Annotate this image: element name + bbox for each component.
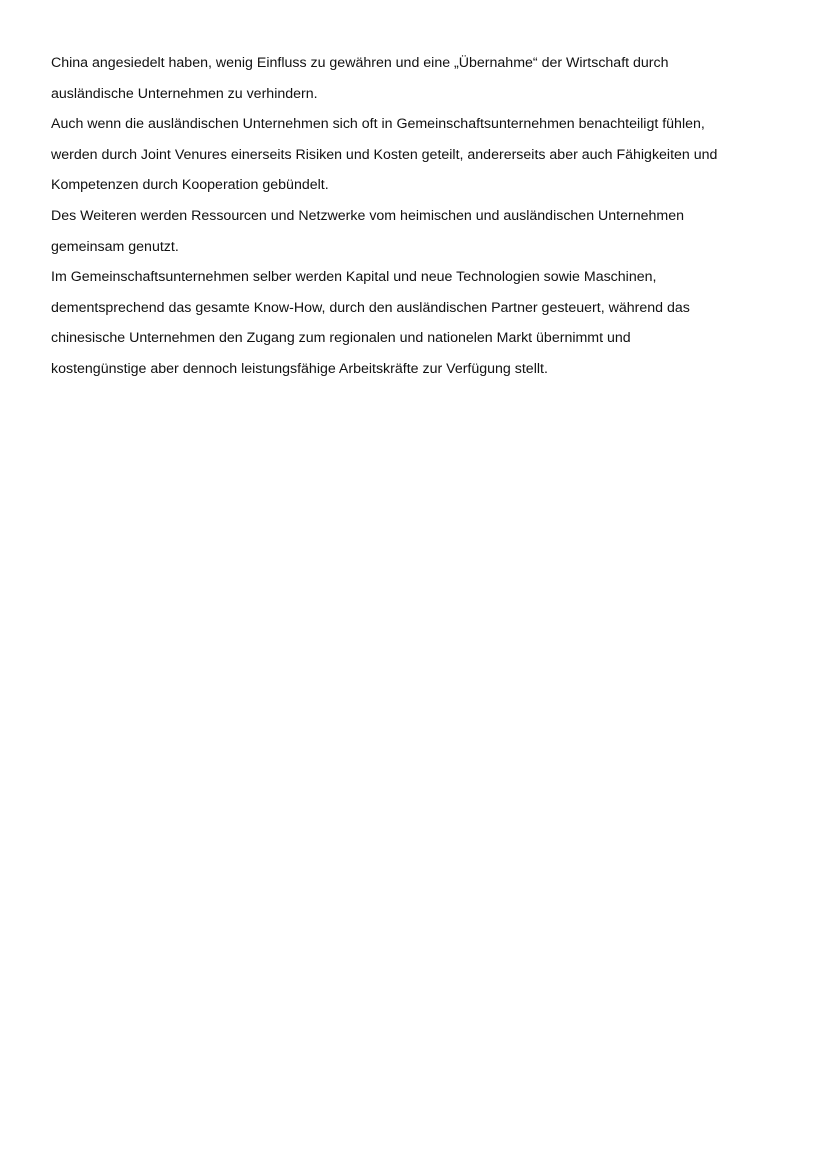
text-line: Im Gemeinschaftsunternehmen selber werden Kapital und neue Technologien sowie Maschinen, — [51, 269, 657, 286]
text-line: chinesische Unternehmen den Zugang zum regionalen und nationelen Markt übernimmt und — [51, 330, 631, 347]
text-line: China angesiedelt haben, wenig Einfluss zu gewähren und eine „Übernahme“ der Wirtschaft durch — [51, 55, 669, 71]
text-line: kostengünstige aber dennoch leistungsfähige Arbeitskräfte zur Verfügung stellt. — [51, 360, 548, 377]
text-line: dementsprechend das gesamte Know-How, durch den ausländischen Partner gesteuert, während das — [51, 299, 690, 316]
text-line: Des Weiteren werden Ressourcen und Netzwerke vom heimischen und ausländischen Unternehmen — [51, 207, 684, 224]
text-line: Kompetenzen durch Kooperation gebündelt. — [51, 177, 329, 194]
text-line: Auch wenn die ausländischen Unternehmen sich oft in Gemeinschaftsunternehmen benachteiligt fühlen, — [51, 116, 705, 133]
document-body — [51, 48, 781, 385]
text-line: gemeinsam genutzt. — [51, 238, 179, 255]
text-line: werden durch Joint Venures einerseits Risiken und Kosten geteilt, andererseits aber auch Fähigkeiten und — [51, 146, 718, 163]
text-line: ausländische Unternehmen zu verhindern. — [51, 85, 318, 102]
